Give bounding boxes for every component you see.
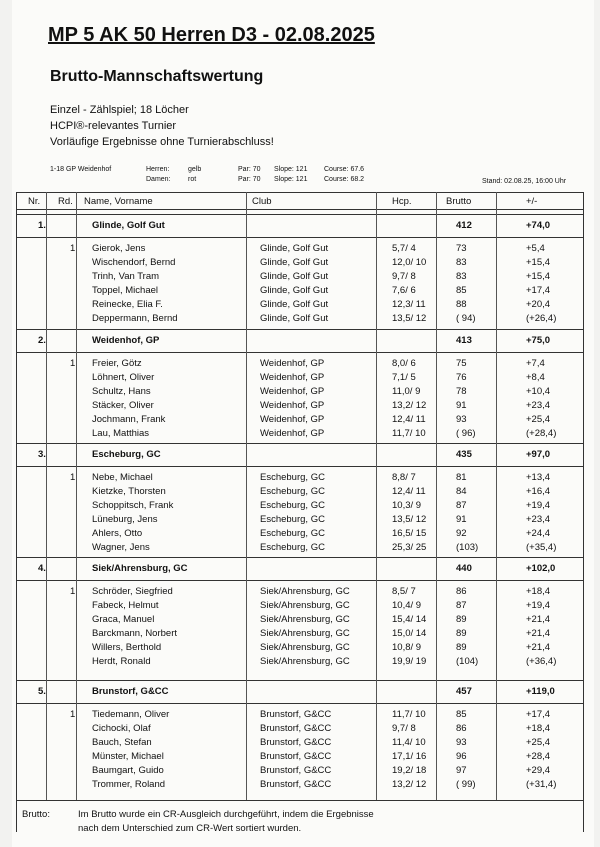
team-rank: 1.	[38, 220, 46, 231]
player-brutto: ( 96)	[456, 428, 476, 439]
table-border	[16, 192, 584, 832]
header-club: Club	[252, 196, 272, 207]
player-hcp: 10,8/ 9	[392, 642, 422, 653]
player-hcp: 16,5/ 15	[392, 528, 427, 539]
player-diff: +10,4	[526, 386, 551, 397]
player-brutto: 83	[456, 257, 467, 268]
player-club: Glinde, Golf Gut	[260, 285, 329, 296]
player-diff: +20,4	[526, 299, 551, 310]
player-brutto: ( 99)	[456, 779, 476, 790]
damen-label: Damen:	[146, 176, 171, 183]
player-diff: (+28,4)	[526, 428, 557, 439]
damen-slope: Slope: 121	[274, 176, 308, 183]
player-name: Reinecke, Elia F.	[92, 299, 163, 310]
player-club: Escheburg, GC	[260, 528, 325, 539]
team-diff: +97,0	[526, 449, 551, 460]
player-diff: +23,4	[526, 514, 551, 525]
herren-course-rating: Course: 67.6	[324, 166, 365, 173]
player-name: Schröder, Siegfried	[92, 586, 173, 597]
player-diff: +24,4	[526, 528, 551, 539]
player-diff: +21,4	[526, 642, 551, 653]
header-nr: Nr.	[28, 196, 41, 207]
team-total: 412	[456, 220, 472, 231]
player-brutto: 87	[456, 500, 467, 511]
player-club: Escheburg, GC	[260, 486, 325, 497]
player-hcp: 13,5/ 12	[392, 313, 427, 324]
player-hcp: 15,0/ 14	[392, 628, 427, 639]
player-hcp: 11,7/ 10	[392, 428, 426, 439]
player-club: Escheburg, GC	[260, 514, 325, 525]
player-club: Glinde, Golf Gut	[260, 243, 329, 254]
player-club: Weidenhof, GP	[260, 358, 325, 369]
player-hcp: 13,2/ 12	[392, 400, 427, 411]
player-brutto: 87	[456, 600, 467, 611]
player-club: Glinde, Golf Gut	[260, 271, 329, 282]
team-rank: 2.	[38, 335, 46, 346]
player-diff: +18,4	[526, 723, 551, 734]
player-club: Siek/Ahrensburg, GC	[260, 628, 350, 639]
player-hcp: 12,4/ 11	[392, 414, 426, 425]
player-name: Jochmann, Frank	[92, 414, 166, 425]
player-name: Wagner, Jens	[92, 542, 150, 553]
player-hcp: 13,5/ 12	[392, 514, 427, 525]
team-rank: 3.	[38, 449, 46, 460]
player-hcp: 8,5/ 7	[392, 586, 416, 597]
player-hcp: 12,3/ 11	[392, 299, 426, 310]
footer-line: nach dem Unterschied zum CR-Wert sortiert wurden.	[78, 823, 302, 834]
player-name: Cichocki, Olaf	[92, 723, 151, 734]
team-diff: +74,0	[526, 220, 551, 231]
player-club: Weidenhof, GP	[260, 414, 325, 425]
player-club: Brunstorf, G&CC	[260, 779, 332, 790]
player-name: Deppermann, Bernd	[92, 313, 178, 324]
player-hcp: 10,4/ 9	[392, 600, 422, 611]
team-total: 440	[456, 563, 472, 574]
player-club: Weidenhof, GP	[260, 428, 325, 439]
player-brutto: 85	[456, 709, 467, 720]
player-club: Escheburg, GC	[260, 542, 325, 553]
player-hcp: 19,2/ 18	[392, 765, 427, 776]
player-round: 1	[70, 709, 76, 720]
damen-par: Par: 70	[238, 176, 261, 183]
player-brutto: ( 94)	[456, 313, 476, 324]
herren-tee: gelb	[188, 166, 202, 173]
header-diff: +/-	[526, 196, 538, 207]
player-diff: +19,4	[526, 600, 551, 611]
player-brutto: 86	[456, 723, 467, 734]
player-brutto: 93	[456, 737, 467, 748]
player-brutto: 88	[456, 299, 467, 310]
footer-note	[16, 800, 584, 834]
player-hcp: 13,2/ 12	[392, 779, 427, 790]
player-name: Kietzke, Thorsten	[92, 486, 166, 497]
player-hcp: 7,6/ 6	[392, 285, 416, 296]
player-brutto: 92	[456, 528, 467, 539]
player-hcp: 15,4/ 14	[392, 614, 427, 625]
player-brutto: 85	[456, 285, 467, 296]
player-brutto: 83	[456, 271, 467, 282]
player-diff: +13,4	[526, 472, 551, 483]
team-total: 413	[456, 335, 472, 346]
player-diff: +15,4	[526, 271, 551, 282]
player-brutto: 96	[456, 751, 467, 762]
player-name: Graca, Manuel	[92, 614, 155, 625]
player-club: Brunstorf, G&CC	[260, 737, 332, 748]
team-total: 457	[456, 686, 472, 697]
player-club: Brunstorf, G&CC	[260, 751, 332, 762]
player-hcp: 9,7/ 8	[392, 723, 416, 734]
player-hcp: 7,1/ 5	[392, 372, 416, 383]
player-brutto: 89	[456, 642, 467, 653]
player-club: Weidenhof, GP	[260, 386, 325, 397]
player-diff: +18,4	[526, 586, 551, 597]
player-hcp: 11,4/ 10	[392, 737, 426, 748]
player-hcp: 12,0/ 10	[392, 257, 427, 268]
player-round: 1	[70, 472, 76, 483]
footer-label: Brutto:	[22, 809, 50, 820]
herren-slope: Slope: 121	[274, 166, 308, 173]
results-sheet	[12, 0, 594, 847]
player-name: Schultz, Hans	[92, 386, 151, 397]
player-hcp: 17,1/ 16	[392, 751, 427, 762]
player-name: Tiedemann, Oliver	[92, 709, 170, 720]
stand-timestamp: Stand: 02.08.25, 16:00 Uhr	[482, 178, 567, 185]
player-hcp: 11,7/ 10	[392, 709, 426, 720]
footer-line: Im Brutto wurde ein CR-Ausgleich durchgeführt, indem die Ergebnisse	[78, 809, 374, 820]
team-total: 435	[456, 449, 472, 460]
player-diff: +16,4	[526, 486, 551, 497]
player-brutto: 89	[456, 628, 467, 639]
player-diff: +28,4	[526, 751, 551, 762]
player-diff: +7,4	[526, 358, 545, 369]
player-name: Schoppitsch, Frank	[92, 500, 174, 511]
player-round: 1	[70, 243, 76, 254]
player-brutto: (104)	[456, 656, 479, 667]
player-brutto: (103)	[456, 542, 479, 553]
player-diff: +15,4	[526, 257, 551, 268]
player-hcp: 8,0/ 6	[392, 358, 416, 369]
player-round: 1	[70, 358, 76, 369]
player-diff: +25,4	[526, 737, 551, 748]
player-club: Glinde, Golf Gut	[260, 257, 329, 268]
player-name: Wischendorf, Bernd	[92, 257, 176, 268]
player-hcp: 5,7/ 4	[392, 243, 416, 254]
player-diff: +17,4	[526, 285, 551, 296]
player-diff: +21,4	[526, 614, 551, 625]
player-club: Siek/Ahrensburg, GC	[260, 642, 350, 653]
player-hcp: 25,3/ 25	[392, 542, 427, 553]
player-club: Glinde, Golf Gut	[260, 299, 329, 310]
page-subtitle: Brutto-Mannschaftswertung	[50, 68, 264, 85]
player-club: Brunstorf, G&CC	[260, 709, 332, 720]
player-brutto: 76	[456, 372, 467, 383]
player-brutto: 86	[456, 586, 467, 597]
player-club: Brunstorf, G&CC	[260, 765, 332, 776]
player-diff: +21,4	[526, 628, 551, 639]
team-diff: +102,0	[526, 563, 556, 574]
team-name: Glinde, Golf Gut	[92, 220, 165, 231]
player-diff: +23,4	[526, 400, 551, 411]
team-name: Brunstorf, G&CC	[92, 686, 169, 697]
player-name: Willers, Berthold	[92, 642, 162, 653]
player-club: Siek/Ahrensburg, GC	[260, 600, 350, 611]
player-club: Escheburg, GC	[260, 472, 325, 483]
player-club: Brunstorf, G&CC	[260, 723, 332, 734]
player-name: Gierok, Jens	[92, 243, 146, 254]
player-hcp: 9,7/ 8	[392, 271, 416, 282]
info-line: Einzel - Zählspiel; 18 Löcher	[50, 104, 189, 116]
player-hcp: 11,0/ 9	[392, 386, 421, 397]
player-club: Weidenhof, GP	[260, 400, 325, 411]
header-hcp: Hcp.	[392, 196, 412, 207]
header-brutto: Brutto	[446, 196, 472, 207]
player-club: Siek/Ahrensburg, GC	[260, 656, 350, 667]
header-rd: Rd.	[58, 196, 73, 207]
player-club: Siek/Ahrensburg, GC	[260, 586, 350, 597]
herren-par: Par: 70	[238, 166, 261, 173]
player-name: Toppel, Michael	[92, 285, 159, 296]
player-brutto: 81	[456, 472, 467, 483]
player-brutto: 73	[456, 243, 467, 254]
damen-tee: rot	[188, 176, 197, 183]
player-hcp: 12,4/ 11	[392, 486, 426, 497]
player-hcp: 19,9/ 19	[392, 656, 427, 667]
info-line: HCPI®-relevantes Turnier	[50, 120, 177, 132]
player-name: Fabeck, Helmut	[92, 600, 159, 611]
player-brutto: 89	[456, 614, 467, 625]
player-name: Nebe, Michael	[92, 472, 153, 483]
player-brutto: 93	[456, 414, 467, 425]
player-diff: (+31,4)	[526, 779, 557, 790]
player-brutto: 91	[456, 400, 467, 411]
team-diff: +75,0	[526, 335, 551, 346]
player-hcp: 8,8/ 7	[392, 472, 416, 483]
player-diff: +25,4	[526, 414, 551, 425]
team-name: Weidenhof, GP	[92, 335, 160, 346]
player-brutto: 75	[456, 358, 467, 369]
player-name: Herdt, Ronald	[92, 656, 151, 667]
page-title: MP 5 AK 50 Herren D3 - 02.08.2025	[48, 24, 375, 46]
player-hcp: 10,3/ 9	[392, 500, 422, 511]
team-rank: 5.	[38, 686, 46, 697]
player-brutto: 97	[456, 765, 467, 776]
player-diff: (+36,4)	[526, 656, 557, 667]
player-brutto: 84	[456, 486, 467, 497]
player-name: Münster, Michael	[92, 751, 164, 762]
player-club: Weidenhof, GP	[260, 372, 325, 383]
player-name: Freier, Götz	[92, 358, 142, 369]
team-rank: 4.	[38, 563, 46, 574]
player-name: Baumgart, Guido	[92, 765, 164, 776]
header-name: Name, Vorname	[84, 196, 153, 207]
player-name: Löhnert, Oliver	[92, 372, 155, 383]
player-name: Barckmann, Norbert	[92, 628, 178, 639]
player-club: Glinde, Golf Gut	[260, 313, 329, 324]
herren-label: Herren:	[146, 166, 170, 173]
player-diff: +19,4	[526, 500, 551, 511]
team-name: Siek/Ahrensburg, GC	[92, 563, 188, 574]
team-diff: +119,0	[526, 686, 555, 697]
player-brutto: 91	[456, 514, 467, 525]
player-name: Lau, Matthias	[92, 428, 150, 439]
player-name: Lüneburg, Jens	[92, 514, 158, 525]
player-name: Trommer, Roland	[92, 779, 166, 790]
player-name: Bauch, Stefan	[92, 737, 152, 748]
damen-course-rating: Course: 68.2	[324, 176, 365, 183]
player-brutto: 78	[456, 386, 467, 397]
player-diff: +17,4	[526, 709, 551, 720]
player-diff: (+26,4)	[526, 313, 557, 324]
player-club: Siek/Ahrensburg, GC	[260, 614, 350, 625]
player-diff: (+35,4)	[526, 542, 557, 553]
player-name: Trinh, Van Tram	[92, 271, 160, 282]
player-diff: +8,4	[526, 372, 545, 383]
player-name: Stäcker, Oliver	[92, 400, 154, 411]
player-name: Ahlers, Otto	[92, 528, 143, 539]
course-name: 1-18 GP Weidenhof	[50, 166, 112, 173]
info-line: Vorläufige Ergebnisse ohne Turnierabschluss!	[50, 136, 274, 148]
player-diff: +5,4	[526, 243, 545, 254]
player-round: 1	[70, 586, 76, 597]
team-name: Escheburg, GC	[92, 449, 161, 460]
player-club: Escheburg, GC	[260, 500, 325, 511]
player-diff: +29,4	[526, 765, 551, 776]
